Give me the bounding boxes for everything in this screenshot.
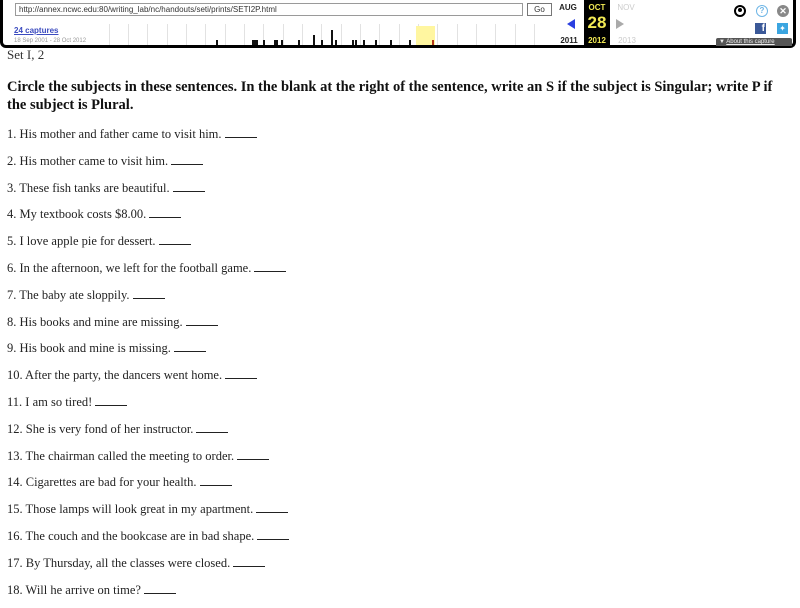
question-text: 10. After the party, the dancers went home.: [7, 368, 223, 383]
year-divider: [360, 24, 361, 45]
next-year: 2013: [618, 36, 636, 45]
answer-blank[interactable]: [257, 528, 289, 540]
captures-link[interactable]: 24 captures: [14, 26, 59, 35]
capture-bar-current: [432, 40, 434, 45]
year-divider: [476, 24, 477, 45]
question-item: [7, 314, 289, 341]
caret-down-icon: ▼: [719, 39, 727, 45]
year-divider: [399, 24, 400, 45]
capture-bar: [352, 40, 354, 45]
answer-blank[interactable]: [174, 340, 206, 352]
question-text: 1. His mother and father came to visit him.: [7, 127, 222, 141]
question-text: 14. Cigarettes are bad for your health.: [7, 475, 197, 490]
question-item: [7, 421, 289, 448]
year-divider: [341, 24, 342, 45]
wayback-toolbar: [0, 0, 796, 48]
question-item: [7, 153, 289, 180]
question-item: [7, 555, 289, 582]
answer-blank[interactable]: [256, 501, 288, 513]
question-item: [7, 340, 289, 367]
year-divider: [128, 24, 129, 45]
answer-blank[interactable]: [225, 367, 257, 379]
url-input[interactable]: [15, 3, 523, 16]
capture-bar: [355, 40, 357, 45]
capture-bar: [281, 40, 283, 45]
question-text: 2. His mother came to visit him.: [7, 153, 169, 168]
year-divider: [109, 24, 110, 45]
prev-capture-arrow-icon[interactable]: [567, 19, 575, 29]
question-text: 18. Will he arrive on time?: [7, 582, 141, 597]
question-text: 12. She is very fond of her instructor.: [7, 421, 194, 436]
question-text: 13. The chairman called the meeting to order.: [7, 448, 235, 463]
question-text: 7. The baby ate sloppily.: [7, 287, 130, 302]
question-text: 4. My textbook costs $8.00.: [7, 207, 147, 222]
capture-day: 28: [587, 13, 607, 32]
question-item: [7, 394, 289, 421]
question-item: [7, 528, 289, 555]
capture-bar: [276, 40, 278, 45]
capture-bar: [256, 40, 258, 45]
question-item: [7, 126, 289, 153]
question-text: 15. Those lamps will look great in my apartment.: [7, 502, 254, 517]
about-capture-label: About this capture: [726, 39, 775, 45]
user-account-icon[interactable]: [734, 5, 746, 17]
year-divider: [225, 24, 226, 45]
question-list: [7, 126, 289, 608]
question-text: 5. I love apple pie for dessert.: [7, 234, 156, 249]
answer-blank[interactable]: [200, 474, 232, 486]
capture-bar: [263, 40, 265, 45]
answer-blank[interactable]: [144, 582, 176, 594]
capture-bar: [216, 40, 218, 45]
prev-year[interactable]: 2011: [560, 36, 578, 45]
answer-blank[interactable]: [95, 394, 127, 406]
current-year: 2012: [588, 36, 606, 45]
answer-blank[interactable]: [173, 180, 205, 192]
capture-bar: [298, 40, 300, 45]
answer-blank[interactable]: [225, 126, 257, 138]
help-icon[interactable]: ?: [756, 5, 768, 17]
question-text: 8. His books and mine are missing.: [7, 314, 183, 329]
question-item: [7, 180, 289, 207]
question-item: [7, 474, 289, 501]
year-divider: [534, 24, 535, 45]
question-text: 17. By Thursday, all the classes were closed.: [7, 555, 231, 570]
answer-blank[interactable]: [196, 421, 228, 433]
year-divider: [147, 24, 148, 45]
close-icon[interactable]: ✕: [777, 5, 789, 17]
year-divider: [244, 24, 245, 45]
about-capture-button[interactable]: [716, 38, 792, 46]
capture-bar: [409, 40, 411, 45]
set-label: Set I, 2: [7, 47, 45, 62]
question-text: 3. These fish tanks are beautiful.: [7, 180, 170, 195]
question-text: 9. His book and mine is missing.: [7, 341, 171, 356]
answer-blank[interactable]: [159, 233, 191, 245]
question-text: 16. The couch and the bookcase are in bad shape.: [7, 528, 255, 543]
go-button[interactable]: Go: [527, 3, 552, 16]
capture-bar: [321, 40, 323, 45]
instructions-heading: Circle the subjects in these sentences. In the blank at the right of the sentence, write an S if the subject is Singular; write P if the subject is Plural.: [7, 79, 773, 113]
question-item: [7, 206, 289, 233]
year-divider: [437, 24, 438, 45]
year-divider: [283, 24, 284, 45]
question-text: 11. I am so tired!: [7, 394, 93, 409]
answer-blank[interactable]: [171, 153, 203, 165]
capture-bar: [375, 40, 377, 45]
answer-blank[interactable]: [133, 287, 165, 299]
year-divider: [515, 24, 516, 45]
question-item: [7, 448, 289, 475]
next-capture-arrow-icon: [616, 19, 624, 29]
question-item: [7, 233, 289, 260]
answer-blank[interactable]: [233, 555, 265, 567]
capture-bar: [363, 40, 365, 45]
current-month: OCT: [588, 3, 606, 12]
answer-blank[interactable]: [237, 448, 269, 460]
year-divider: [457, 24, 458, 45]
capture-date-range: 18 Sep 2001 - 28 Oct 2012: [14, 38, 87, 44]
question-text: 6. In the afternoon, we left for the football game.: [7, 260, 252, 275]
year-divider: [167, 24, 168, 45]
next-month: NOV: [617, 3, 635, 12]
prev-month[interactable]: AUG: [559, 3, 577, 12]
capture-bar: [313, 35, 315, 45]
twitter-icon[interactable]: ✦: [777, 23, 788, 34]
capture-sparkline[interactable]: [103, 22, 551, 45]
answer-blank[interactable]: [149, 206, 181, 218]
year-divider: [186, 24, 187, 45]
question-item: [7, 287, 289, 314]
year-divider: [302, 24, 303, 45]
answer-blank[interactable]: [254, 260, 286, 272]
question-item: [7, 260, 289, 287]
capture-bar: [335, 40, 337, 45]
question-item: [7, 582, 289, 608]
capture-bar: [331, 30, 333, 45]
year-divider: [379, 24, 380, 45]
capture-bar: [390, 40, 392, 45]
year-divider: [495, 24, 496, 45]
question-item: [7, 367, 289, 394]
year-divider: [205, 24, 206, 45]
question-item: [7, 501, 289, 528]
answer-blank[interactable]: [186, 314, 218, 326]
facebook-icon[interactable]: f: [755, 23, 766, 34]
